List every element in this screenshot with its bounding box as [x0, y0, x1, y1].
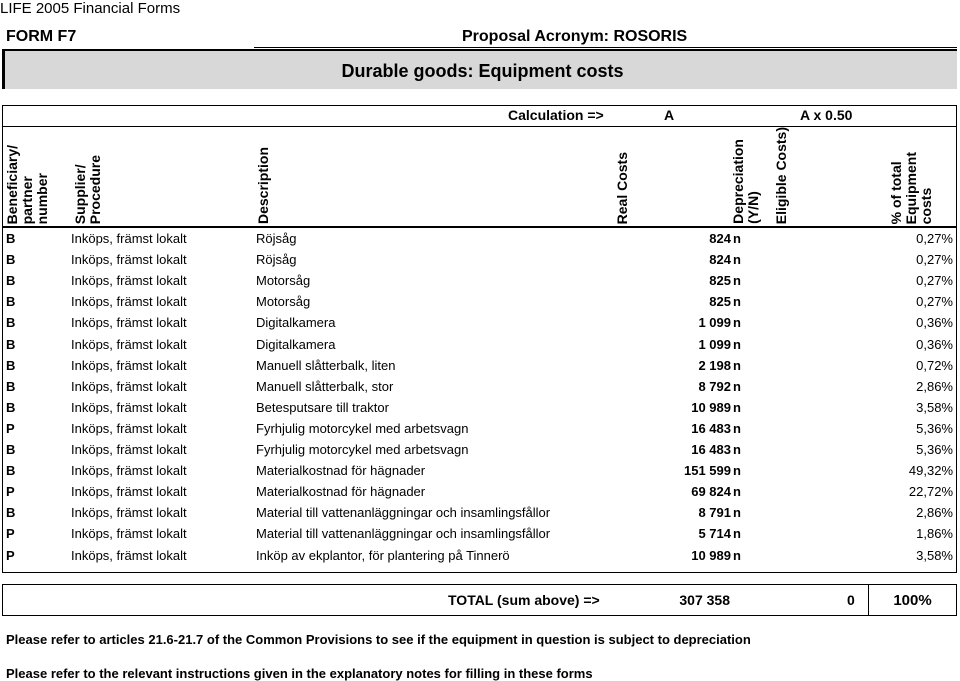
description-cell: Manuell slåtterbalk, stor: [256, 378, 394, 394]
calculation-a: A: [664, 107, 675, 123]
beneficiary-cell: P: [6, 484, 15, 500]
table-row: [2, 312, 957, 333]
real-cost-cell: 824: [709, 252, 731, 268]
supplier-cell: Inköps, främst lokalt: [71, 399, 187, 415]
percent-cell: 0,36%: [916, 315, 953, 331]
table-row: [2, 439, 957, 460]
supplier-cell: Inköps, främst lokalt: [71, 484, 187, 500]
percent-cell: 3,58%: [916, 547, 953, 563]
beneficiary-cell: B: [6, 252, 16, 268]
real-cost-cell: 8 791: [698, 505, 731, 521]
percent-cell: 0,72%: [916, 357, 953, 373]
supplier-cell: Inköps, främst lokalt: [71, 315, 187, 331]
depreciation-cell: n: [733, 463, 741, 479]
real-cost-cell: 8 792: [698, 378, 731, 394]
percent-cell: 0,27%: [916, 273, 953, 289]
beneficiary-cell: B: [6, 336, 16, 352]
beneficiary-cell: B: [6, 294, 16, 310]
supplier-cell: Inköps, främst lokalt: [71, 252, 187, 268]
percent-cell: 0,27%: [916, 252, 953, 268]
real-cost-cell: 151 599: [684, 463, 731, 479]
beneficiary-cell: B: [6, 315, 16, 331]
table-row: [2, 376, 957, 397]
supplier-cell: Inköps, främst lokalt: [71, 442, 187, 457]
supplier-cell: Inköps, främst lokalt: [71, 505, 187, 521]
table-row: [2, 460, 957, 481]
percent-cell: 0,36%: [916, 336, 953, 352]
page-title: Durable goods: Equipment costs: [341, 61, 624, 81]
depreciation-cell: n: [733, 399, 741, 415]
percent-cell: 22,72%: [908, 484, 953, 500]
real-cost-cell: 1 099: [698, 315, 731, 331]
beneficiary-cell: P: [6, 547, 15, 563]
header-eligible-costs: Eligible Costs): [773, 126, 789, 224]
table-row: [2, 502, 957, 523]
supplier-cell: Inköps, främst lokalt: [71, 336, 187, 352]
total-eligible: 0: [847, 592, 855, 608]
header-real-costs: Real Costs: [614, 151, 630, 224]
percent-cell: 3,58%: [916, 399, 953, 415]
header-percent: % of total Equipment costs: [888, 151, 934, 224]
table-row: [2, 418, 957, 439]
real-cost-cell: 824: [709, 231, 731, 246]
real-cost-cell: 825: [709, 273, 731, 289]
calculation-ax: A x 0.50: [800, 107, 853, 123]
beneficiary-cell: B: [6, 231, 16, 246]
column-headers: [2, 127, 957, 227]
real-cost-cell: 16 483: [691, 420, 731, 436]
beneficiary-cell: B: [6, 399, 16, 415]
beneficiary-cell: B: [6, 378, 16, 394]
percent-cell: 2,86%: [916, 505, 953, 521]
real-cost-cell: 69 824: [691, 484, 731, 500]
beneficiary-cell: B: [6, 505, 16, 521]
table-row: [2, 228, 957, 249]
description-cell: Material till vattenanläggningar och insamlingsfållor: [256, 526, 551, 542]
percent-cell: 5,36%: [916, 420, 953, 436]
header-supplier: Supplier/ Procedure: [72, 154, 103, 224]
beneficiary-cell: B: [6, 463, 16, 479]
real-cost-cell: 1 099: [698, 336, 731, 352]
depreciation-cell: n: [733, 526, 741, 542]
beneficiary-cell: P: [6, 420, 15, 436]
description-cell: Motorsåg: [256, 294, 311, 310]
header-beneficiary: Beneficiary/ partner number: [4, 144, 50, 224]
beneficiary-cell: B: [6, 442, 16, 457]
description-cell: Manuell slåtterbalk, liten: [256, 357, 396, 373]
depreciation-cell: n: [733, 442, 741, 457]
table-row: [2, 291, 957, 312]
percent-cell: 2,86%: [916, 378, 953, 394]
real-cost-cell: 5 714: [698, 526, 731, 542]
real-cost-cell: 825: [709, 294, 731, 310]
percent-cell: 5,36%: [916, 442, 953, 457]
description-cell: Röjsåg: [256, 252, 297, 268]
table-row: [2, 249, 957, 270]
depreciation-cell: n: [733, 231, 741, 246]
beneficiary-cell: P: [6, 526, 15, 542]
supplier-cell: Inköps, främst lokalt: [71, 463, 187, 479]
depreciation-cell: n: [733, 420, 741, 436]
supplier-cell: Inköps, främst lokalt: [71, 231, 187, 246]
table-row: [2, 481, 957, 502]
depreciation-cell: n: [733, 252, 741, 268]
depreciation-cell: n: [733, 273, 741, 289]
description-cell: Röjsåg: [256, 231, 297, 246]
description-cell: Fyrhjulig motorcykel med arbetsvagn: [256, 420, 469, 436]
depreciation-cell: n: [733, 505, 741, 521]
percent-cell: 1,86%: [916, 526, 953, 542]
total-value: 307 358: [679, 592, 730, 608]
total-label: TOTAL (sum above) =>: [448, 592, 600, 608]
real-cost-cell: 10 989: [691, 399, 731, 415]
description-cell: Materialkostnad för hägnader: [256, 463, 426, 479]
supplier-cell: Inköps, främst lokalt: [71, 378, 187, 394]
description-cell: Materialkostnad för hägnader: [256, 484, 426, 500]
real-cost-cell: 2 198: [698, 357, 731, 373]
beneficiary-cell: B: [6, 357, 16, 373]
supplier-cell: Inköps, främst lokalt: [71, 273, 187, 289]
depreciation-cell: n: [733, 484, 741, 500]
note-instructions: Please refer to the relevant instructions given in the explanatory notes for filling in these forms: [6, 666, 593, 681]
header-depreciation: Depreciation (Y/N): [730, 139, 761, 224]
table-row: [2, 523, 957, 544]
depreciation-cell: n: [733, 315, 741, 331]
document-title: LIFE 2005 Financial Forms: [0, 0, 181, 17]
description-cell: Motorsåg: [256, 273, 311, 289]
description-cell: Digitalkamera: [256, 336, 336, 352]
header-description: Description: [255, 146, 271, 224]
description-cell: Material till vattenanläggningar och insamlingsfållor: [256, 505, 551, 521]
proposal-acronym: Proposal Acronym: ROSORIS: [462, 28, 688, 45]
table-row: [2, 334, 957, 355]
description-cell: Digitalkamera: [256, 315, 336, 331]
table-row: [2, 270, 957, 291]
depreciation-cell: n: [733, 547, 741, 563]
supplier-cell: Inköps, främst lokalt: [71, 547, 187, 563]
description-cell: Fyrhjulig motorcykel med arbetsvagn: [256, 442, 469, 457]
depreciation-cell: n: [733, 336, 741, 352]
supplier-cell: Inköps, främst lokalt: [71, 294, 187, 310]
description-cell: Inköp av ekplantor, för plantering på Tinnerö: [256, 547, 510, 563]
beneficiary-cell: B: [6, 273, 16, 289]
depreciation-cell: n: [733, 357, 741, 373]
table-row: [2, 355, 957, 376]
total-percent: 100%: [893, 592, 932, 609]
supplier-cell: Inköps, främst lokalt: [71, 526, 187, 542]
percent-cell: 49,32%: [908, 463, 953, 479]
calculation-label: Calculation =>: [508, 107, 604, 123]
real-cost-cell: 10 989: [691, 547, 731, 563]
description-cell: Betesputsare till traktor: [256, 399, 389, 415]
form-id: FORM F7: [6, 28, 77, 45]
acronym-underline: [254, 47, 957, 48]
note-depreciation: Please refer to articles 21.6-21.7 of the Common Provisions to see if the equipment in question is subject to depreciation: [6, 632, 751, 647]
percent-cell: 0,27%: [916, 231, 953, 246]
title-bar: [2, 49, 957, 89]
table-row: [2, 545, 957, 566]
table-row: [2, 397, 957, 418]
depreciation-cell: n: [733, 294, 741, 310]
real-cost-cell: 16 483: [691, 442, 731, 457]
depreciation-cell: n: [733, 378, 741, 394]
percent-cell: 0,27%: [916, 294, 953, 310]
supplier-cell: Inköps, främst lokalt: [71, 357, 187, 373]
supplier-cell: Inköps, främst lokalt: [71, 420, 187, 436]
